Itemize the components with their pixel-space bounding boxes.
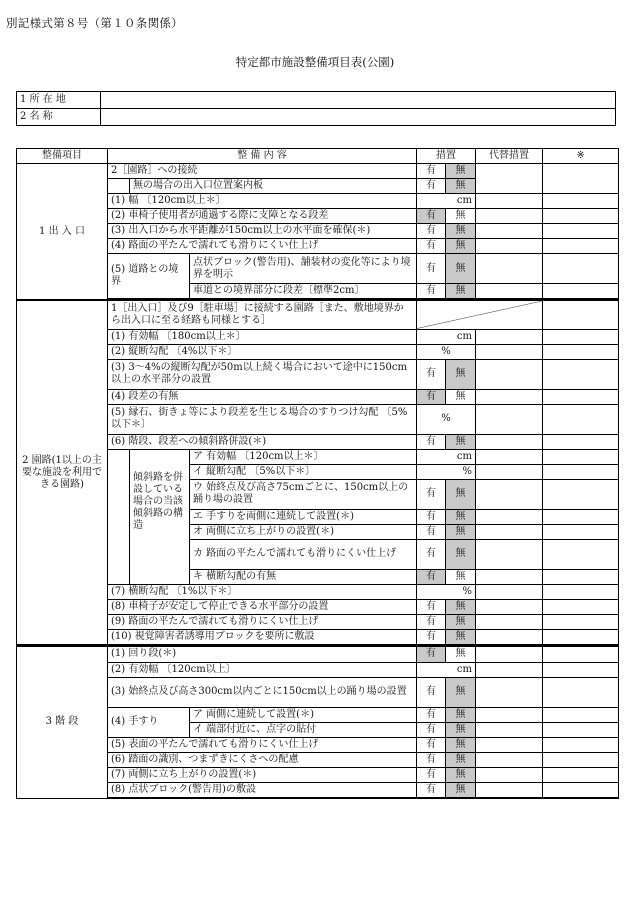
- note-cell[interactable]: [543, 194, 619, 209]
- yes-option[interactable]: 有: [417, 434, 446, 449]
- alt-measure-cell[interactable]: [476, 646, 543, 662]
- page-title: 特定都市施設整備項目表(公園): [235, 55, 395, 69]
- section-path-label: 2 園路(1以上の主要な施設を利用できる園路): [17, 300, 108, 645]
- note-cell[interactable]: [543, 614, 619, 629]
- alt-measure-cell[interactable]: [476, 239, 543, 254]
- note-cell[interactable]: [543, 449, 619, 464]
- col-header-alt: 代替措置: [476, 149, 543, 164]
- yes-option[interactable]: 有: [417, 164, 446, 179]
- item-text: (3) 3～4%の縦断勾配が50m以上続く場合において途中に150cm以上の水平部分の設置: [108, 359, 417, 389]
- alt-measure-cell[interactable]: [476, 479, 543, 509]
- alt-measure-cell[interactable]: [476, 254, 543, 284]
- alt-measure-cell[interactable]: [476, 782, 543, 797]
- no-option[interactable]: 無: [446, 767, 476, 782]
- note-cell[interactable]: [543, 662, 619, 677]
- col-header-measure: 措置: [417, 149, 476, 164]
- no-option[interactable]: 無: [446, 434, 476, 449]
- item-text: (3) 出入口から水平距離が150cm以上の水平面を確保(＊): [108, 224, 417, 239]
- item-text: ウ 始終点及び高さ75cmごとに、150cm以上の踊り場の設置: [190, 479, 417, 509]
- note-cell[interactable]: [543, 389, 619, 404]
- yes-option[interactable]: 有: [417, 509, 446, 524]
- note-cell[interactable]: [543, 524, 619, 539]
- note-cell[interactable]: [543, 329, 619, 344]
- unit-input[interactable]: cm: [417, 449, 476, 464]
- item-text: 点状ブロック(警告用)、舗装材の変化等により境界を明示: [190, 254, 417, 284]
- no-option[interactable]: 無: [446, 737, 476, 752]
- item-text: 無の場合の出入口位置案内板: [130, 179, 417, 194]
- unit-input[interactable]: cm: [417, 194, 476, 209]
- no-option[interactable]: 無: [446, 389, 476, 404]
- yes-option[interactable]: 有: [417, 767, 446, 782]
- alt-measure-cell[interactable]: [476, 677, 543, 707]
- yes-option[interactable]: 有: [417, 677, 446, 707]
- indent-cell: [108, 179, 130, 194]
- yes-option[interactable]: 有: [417, 239, 446, 254]
- col-header-content: 整 備 内 容: [108, 149, 417, 164]
- item-text: (4) 段差の有無: [108, 389, 417, 404]
- item-text: (7) 両側に立ち上がりの設置(＊): [108, 767, 417, 782]
- item-text: (8) 点状ブロック(警告用)の敷設: [108, 782, 417, 797]
- no-option[interactable]: 無: [446, 539, 476, 569]
- no-option[interactable]: 無: [446, 782, 476, 797]
- alt-measure-cell[interactable]: [476, 614, 543, 629]
- location-field[interactable]: [101, 92, 616, 109]
- yes-option[interactable]: 有: [417, 782, 446, 797]
- item-text: オ 両側に立ち上がりの設置(＊): [190, 524, 417, 539]
- subgroup-label: (4) 手すり: [108, 707, 190, 737]
- note-cell[interactable]: [543, 224, 619, 239]
- no-option[interactable]: 無: [446, 284, 476, 299]
- item-text: ア 両側に連続して設置(＊): [190, 707, 417, 722]
- item-text: (1) 回り段(＊): [108, 646, 417, 662]
- yes-option[interactable]: 有: [417, 629, 446, 644]
- yes-option[interactable]: 有: [417, 599, 446, 614]
- alt-measure-cell[interactable]: [476, 359, 543, 389]
- item-text: 1［出入口］及び9［駐車場］に接続する園路［また、敷地境界から出入口に至る経路も同様とする］: [108, 300, 417, 329]
- col-header-note: ※: [543, 149, 619, 164]
- item-text: 車道との境界部分に段差〔標準2cm〕: [190, 284, 417, 299]
- unit-input[interactable]: %: [417, 584, 476, 599]
- item-text: (6) 階段、段差への傾斜路併設(＊): [108, 434, 417, 449]
- item-text: (10) 視覚障害者誘導用ブロックを要所に敷設: [108, 629, 417, 644]
- note-cell[interactable]: [543, 509, 619, 524]
- item-text: (2) 車椅子使用者が通過する際に支障となる段差: [108, 209, 417, 224]
- no-option[interactable]: 無: [446, 359, 476, 389]
- item-text: (8) 車椅子が安定して停止できる水平部分の設置: [108, 599, 417, 614]
- note-cell[interactable]: [543, 722, 619, 737]
- alt-measure-cell[interactable]: [476, 224, 543, 239]
- no-option[interactable]: 無: [446, 209, 476, 224]
- yes-option[interactable]: 有: [417, 646, 446, 662]
- alt-measure-cell[interactable]: [476, 389, 543, 404]
- yes-option[interactable]: 有: [417, 254, 446, 284]
- form-number-header: 別記様式第８号（第１０条関係）: [6, 16, 183, 30]
- note-cell[interactable]: [543, 677, 619, 707]
- note-cell[interactable]: [543, 209, 619, 224]
- no-option[interactable]: 無: [446, 629, 476, 644]
- unit-input[interactable]: cm: [417, 329, 476, 344]
- note-cell[interactable]: [543, 646, 619, 662]
- unit-input[interactable]: %: [417, 464, 476, 479]
- yes-option[interactable]: 有: [417, 707, 446, 722]
- yes-option[interactable]: 有: [417, 752, 446, 767]
- item-text: (3) 始終点及び高さ300cm以内ごとに150cm以上の踊り場の設置: [108, 677, 417, 707]
- unit-input[interactable]: %: [417, 404, 476, 434]
- item-text: イ 縦断勾配 〔5%以下＊〕: [190, 464, 417, 479]
- subgroup-label: 傾斜路を併設している場合の当該傾斜路の構造: [130, 449, 190, 584]
- note-cell[interactable]: [543, 707, 619, 722]
- no-option[interactable]: 無: [446, 224, 476, 239]
- item-text: (2) 縦断勾配 〔4%以下＊〕: [108, 344, 417, 359]
- alt-measure-cell[interactable]: [476, 767, 543, 782]
- no-option[interactable]: 無: [446, 509, 476, 524]
- note-cell[interactable]: [543, 164, 619, 194]
- alt-measure-cell[interactable]: [476, 404, 543, 434]
- no-option[interactable]: 無: [446, 524, 476, 539]
- no-option[interactable]: 無: [446, 599, 476, 614]
- note-cell[interactable]: [543, 584, 619, 599]
- indent-cell: [108, 449, 130, 584]
- no-option[interactable]: 無: [446, 479, 476, 509]
- yes-option[interactable]: 有: [417, 524, 446, 539]
- alt-measure-cell[interactable]: [476, 584, 543, 599]
- note-cell[interactable]: [543, 464, 619, 479]
- item-text: (6) 踏面の識別、つまずきにくさへの配慮: [108, 752, 417, 767]
- no-option[interactable]: 無: [446, 722, 476, 737]
- note-cell[interactable]: [543, 737, 619, 752]
- section-entrance-label: 1 出 入 口: [17, 164, 108, 301]
- item-text: イ 端部付近に、点字の貼付: [190, 722, 417, 737]
- item-text: (5) 表面の平たんで濡れても滑りにくい仕上げ: [108, 737, 417, 752]
- yes-option[interactable]: 有: [417, 209, 446, 224]
- item-text: カ 路面の平たんで濡れても滑りにくい仕上げ: [190, 539, 417, 569]
- alt-measure-cell[interactable]: [476, 629, 543, 644]
- no-option[interactable]: 無: [446, 646, 476, 662]
- name-label: 2 名 称: [17, 109, 101, 126]
- note-cell[interactable]: [543, 782, 619, 797]
- no-option[interactable]: 無: [446, 164, 476, 179]
- alt-measure-cell[interactable]: [476, 569, 543, 584]
- alt-measure-cell[interactable]: [476, 329, 543, 344]
- note-cell[interactable]: [543, 239, 619, 254]
- section-stairs-label: 3 階 段: [17, 646, 108, 798]
- yes-option[interactable]: 有: [417, 569, 446, 584]
- alt-measure-cell[interactable]: [476, 524, 543, 539]
- col-header-item: 整備項目: [17, 149, 108, 164]
- subgroup-label: (5) 道路との境界: [108, 254, 190, 299]
- alt-measure-cell[interactable]: [476, 284, 543, 299]
- no-option[interactable]: 無: [446, 614, 476, 629]
- note-cell[interactable]: [543, 752, 619, 767]
- item-text: (2) 有効幅 〔120cm以上〕: [108, 662, 417, 677]
- no-option[interactable]: 無: [446, 569, 476, 584]
- item-text: (9) 路面の平たんで濡れても滑りにくい仕上げ: [108, 614, 417, 629]
- note-cell[interactable]: [543, 569, 619, 584]
- note-cell[interactable]: [543, 629, 619, 644]
- item-text: (4) 路面の平たんで濡れても滑りにくい仕上げ: [108, 239, 417, 254]
- note-cell[interactable]: [543, 599, 619, 614]
- alt-measure-cell[interactable]: [476, 722, 543, 737]
- location-label: 1 所 在 地: [17, 92, 101, 109]
- alt-measure-cell[interactable]: [476, 737, 543, 752]
- no-option[interactable]: 無: [446, 239, 476, 254]
- item-text: エ 手すりを両側に連続して設置(＊): [190, 509, 417, 524]
- note-cell[interactable]: [543, 284, 619, 299]
- yes-option[interactable]: 有: [417, 389, 446, 404]
- yes-option[interactable]: 有: [417, 224, 446, 239]
- item-text: (1) 幅 〔120cm以上＊〕: [108, 194, 417, 209]
- note-cell[interactable]: [543, 767, 619, 782]
- yes-option[interactable]: 有: [417, 539, 446, 569]
- item-text: キ 横断勾配の有無: [190, 569, 417, 584]
- alt-measure-cell[interactable]: [476, 539, 543, 569]
- yes-option[interactable]: 有: [417, 359, 446, 389]
- no-option[interactable]: 無: [446, 677, 476, 707]
- diagonal-slash: [417, 300, 543, 329]
- yes-option[interactable]: 有: [417, 722, 446, 737]
- no-option[interactable]: 無: [446, 254, 476, 284]
- yes-option[interactable]: 有: [417, 614, 446, 629]
- unit-input[interactable]: cm: [417, 662, 476, 677]
- alt-measure-cell[interactable]: [476, 464, 543, 479]
- alt-measure-cell[interactable]: [476, 344, 543, 359]
- item-text: (7) 横断勾配 〔1%以下＊〕: [108, 584, 417, 599]
- location-table: [16, 91, 616, 126]
- facility-items-table: [16, 148, 619, 799]
- no-option[interactable]: 無: [446, 707, 476, 722]
- note-cell[interactable]: [543, 254, 619, 284]
- yes-option[interactable]: 有: [417, 179, 446, 194]
- alt-measure-cell[interactable]: [476, 752, 543, 767]
- alt-measure-cell[interactable]: [476, 164, 543, 194]
- alt-measure-cell[interactable]: [476, 662, 543, 677]
- alt-measure-cell[interactable]: [476, 434, 543, 449]
- item-text: (1) 有効幅 〔180cm以上＊〕: [108, 329, 417, 344]
- alt-measure-cell[interactable]: [476, 449, 543, 464]
- yes-option[interactable]: 有: [417, 479, 446, 509]
- note-cell[interactable]: [543, 300, 619, 329]
- alt-measure-cell[interactable]: [476, 509, 543, 524]
- item-text: 2［園路］への接続: [108, 164, 417, 179]
- note-cell[interactable]: [543, 539, 619, 569]
- item-text: (5) 縁石、街きょ等により段差を生じる場合のすりつけ勾配 〔5%以下＊〕: [108, 404, 417, 434]
- item-text: ア 有効幅 〔120cm以上＊〕: [190, 449, 417, 464]
- unit-input[interactable]: %: [417, 344, 476, 359]
- note-cell[interactable]: [543, 434, 619, 449]
- no-option[interactable]: 無: [446, 752, 476, 767]
- note-cell[interactable]: [543, 404, 619, 434]
- name-field[interactable]: [101, 109, 616, 126]
- note-cell[interactable]: [543, 479, 619, 509]
- alt-measure-cell[interactable]: [476, 194, 543, 209]
- yes-option[interactable]: 有: [417, 737, 446, 752]
- note-cell[interactable]: [543, 344, 619, 359]
- note-cell[interactable]: [543, 359, 619, 389]
- no-option[interactable]: 無: [446, 179, 476, 194]
- alt-measure-cell[interactable]: [476, 209, 543, 224]
- yes-option[interactable]: 有: [417, 284, 446, 299]
- alt-measure-cell[interactable]: [476, 707, 543, 722]
- alt-measure-cell[interactable]: [476, 599, 543, 614]
